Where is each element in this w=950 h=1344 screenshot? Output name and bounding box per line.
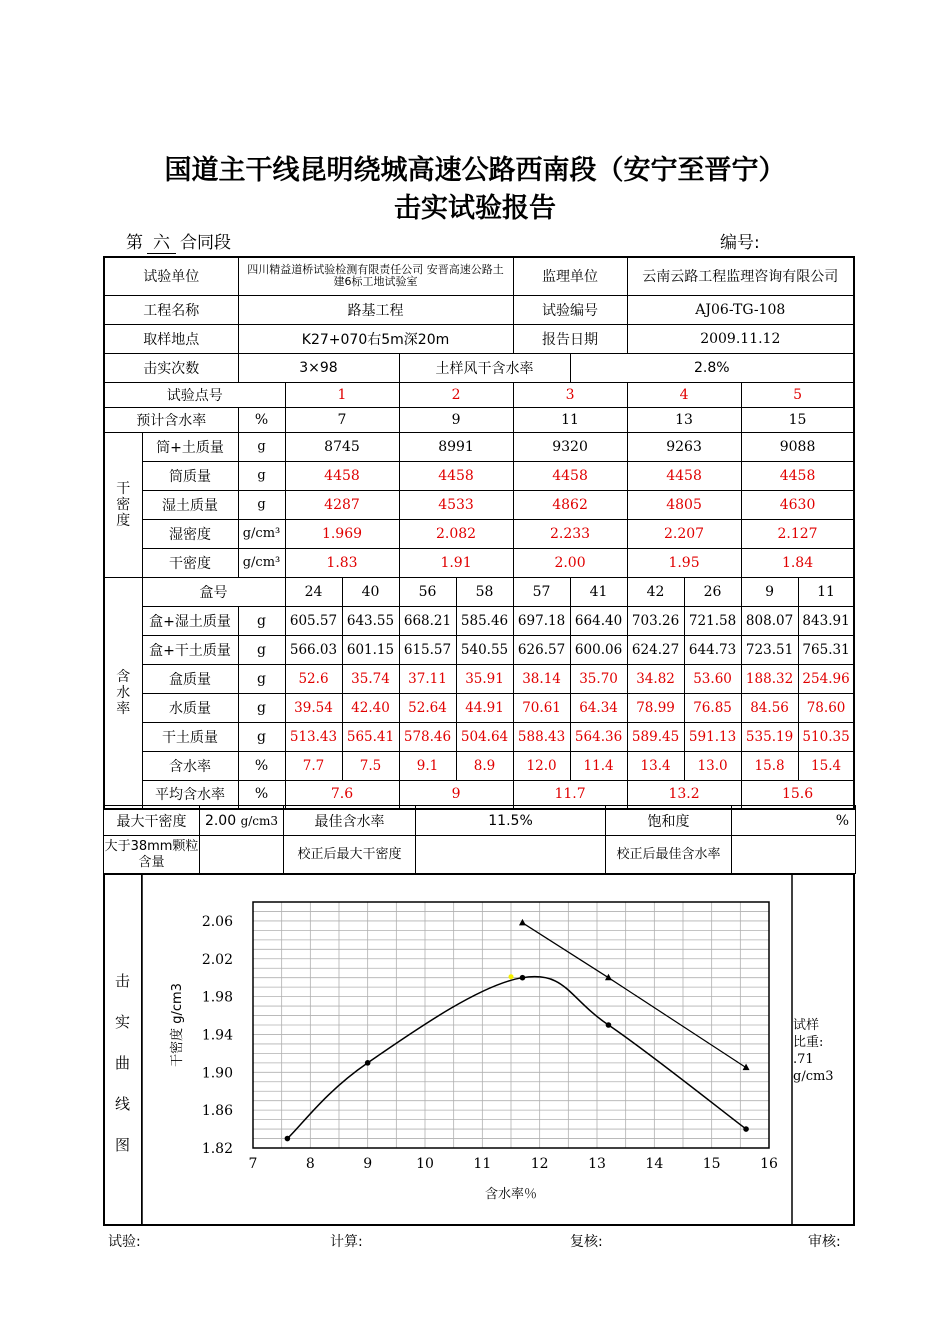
moisture-row-label: 含水率	[142, 751, 238, 780]
summary-table	[103, 805, 856, 874]
compaction-value: 3×98	[238, 353, 399, 382]
main-table	[103, 256, 855, 810]
moisture-cell: 44.91	[456, 693, 513, 722]
footer-review: 复核:	[570, 1234, 603, 1250]
max-density-value: 2.00	[204, 812, 237, 829]
density-cell: 1.969	[285, 519, 399, 548]
opt-moisture-label: 最佳含水率	[284, 806, 416, 836]
density-cell: 2.127	[741, 519, 854, 548]
est-moisture-1: 7	[285, 407, 399, 432]
moisture-cell: 585.46	[456, 606, 513, 635]
point-4: 4	[627, 382, 741, 407]
moisture-cell: 504.64	[456, 722, 513, 751]
corr-density-value	[416, 836, 606, 874]
project-label: 工程名称	[104, 295, 238, 324]
x-tick-label: 11	[473, 1156, 492, 1172]
compaction-point	[365, 1060, 371, 1066]
moisture-cell: 53.60	[684, 664, 741, 693]
density-cell: 4458	[285, 461, 399, 490]
density-row-label: 湿土质量	[142, 490, 238, 519]
density-row-unit: g/cm³	[238, 548, 285, 577]
box-number: 24	[285, 577, 342, 606]
compaction-label: 击实次数	[104, 353, 238, 382]
moisture-cell: 78.60	[798, 693, 854, 722]
density-row-unit: g/cm³	[238, 519, 285, 548]
saturation-point	[605, 974, 612, 981]
density-cell: 1.91	[399, 548, 513, 577]
moisture-cell: 7.5	[342, 751, 399, 780]
density-cell: 1.95	[627, 548, 741, 577]
density-row-label: 筒+土质量	[142, 432, 238, 461]
moisture-cell: 588.43	[513, 722, 570, 751]
box-label: 盒号	[142, 577, 285, 606]
moisture-cell: 843.91	[798, 606, 854, 635]
location-value: K27+070右5m深20m	[238, 324, 513, 353]
test-no-label: 试验编号	[513, 295, 627, 324]
corr-moisture-label: 校正后最佳含水率	[606, 836, 732, 874]
x-tick-label: 10	[416, 1156, 434, 1172]
avg-moisture-cell: 13.2	[627, 780, 741, 809]
moisture-cell: 591.13	[684, 722, 741, 751]
moisture-cell: 600.06	[570, 635, 627, 664]
sg-line-1: 试样	[793, 1018, 820, 1033]
moisture-row-label: 干土质量	[142, 722, 238, 751]
sg-line-2: 比重:	[793, 1035, 824, 1050]
avg-moisture-label: 平均含水率	[142, 780, 238, 809]
box-number: 9	[741, 577, 798, 606]
saturation-unit: %	[732, 806, 856, 836]
density-row-unit: g	[238, 490, 285, 519]
moisture-row-unit: g	[238, 635, 285, 664]
density-row-label: 湿密度	[142, 519, 238, 548]
density-cell: 9320	[513, 432, 627, 461]
moisture-row-unit: g	[238, 606, 285, 635]
compaction-chart	[103, 874, 855, 1226]
avg-moisture-cell: 9	[399, 780, 513, 809]
moisture-cell: 188.32	[741, 664, 798, 693]
est-moisture-3: 11	[513, 407, 627, 432]
density-row-label: 筒质量	[142, 461, 238, 490]
saturation-line	[522, 923, 746, 1068]
moisture-cell: 52.6	[285, 664, 342, 693]
density-cell: 2.00	[513, 548, 627, 577]
y-tick-label: 1.90	[201, 1065, 233, 1082]
x-axis-label: 含水率％	[484, 1187, 538, 1202]
moisture-cell: 76.85	[684, 693, 741, 722]
moisture-cell: 35.91	[456, 664, 513, 693]
y-tick-label: 1.86	[201, 1103, 233, 1120]
saturation-point	[519, 919, 526, 926]
box-number: 40	[342, 577, 399, 606]
y-axis-label: 干密度 g/cm3	[170, 983, 185, 1067]
moisture-cell: 644.73	[684, 635, 741, 664]
moisture-cell: 626.57	[513, 635, 570, 664]
supervisor-label: 监理单位	[513, 257, 627, 295]
section-prefix: 第	[126, 233, 143, 253]
moisture-cell: 13.0	[684, 751, 741, 780]
footer-approve: 审核:	[808, 1234, 841, 1250]
moisture-cell: 565.41	[342, 722, 399, 751]
moisture-row-label: 盒质量	[142, 664, 238, 693]
density-cell: 8991	[399, 432, 513, 461]
y-tick-label: 1.98	[201, 989, 233, 1006]
moisture-cell: 11.4	[570, 751, 627, 780]
corr-density-label: 校正后最大干密度	[284, 836, 416, 874]
est-moisture-2: 9	[399, 407, 513, 432]
compaction-point	[520, 975, 526, 981]
x-tick-label: 7	[248, 1156, 258, 1172]
moisture-cell: 513.43	[285, 722, 342, 751]
x-tick-label: 15	[702, 1156, 721, 1172]
report-date-value: 2009.11.12	[627, 324, 854, 353]
density-cell: 1.84	[741, 548, 854, 577]
moisture-cell: 664.40	[570, 606, 627, 635]
density-cell: 2.233	[513, 519, 627, 548]
air-moisture-value: 2.8%	[570, 353, 854, 382]
moisture-cell: 38.14	[513, 664, 570, 693]
moisture-cell: 35.70	[570, 664, 627, 693]
density-row-unit: g	[238, 461, 285, 490]
moisture-cell: 668.21	[399, 606, 456, 635]
section-number: 六	[147, 228, 176, 254]
moisture-cell: 566.03	[285, 635, 342, 664]
moisture-cell: 78.99	[627, 693, 684, 722]
sg-line-4: g/cm3	[793, 1069, 834, 1084]
avg-moisture-cell: 15.6	[741, 780, 854, 809]
moisture-cell: 42.40	[342, 693, 399, 722]
moisture-cell: 52.64	[399, 693, 456, 722]
moisture-row-unit: g	[238, 693, 285, 722]
est-moisture-unit: %	[238, 407, 285, 432]
avg-moisture-cell: 7.6	[285, 780, 399, 809]
lab-value: 四川精益道桥试验检测有限责任公司 安晋高速公路土建6标工地试验室	[238, 257, 513, 295]
compaction-curve	[287, 977, 746, 1139]
point-label: 试验点号	[104, 382, 285, 407]
box-number: 57	[513, 577, 570, 606]
moisture-cell: 15.8	[741, 751, 798, 780]
moisture-row-unit: g	[238, 664, 285, 693]
est-moisture-5: 15	[741, 407, 854, 432]
moisture-cell: 13.4	[627, 751, 684, 780]
specific-gravity-note	[793, 1017, 834, 1085]
y-tick-label: 2.06	[201, 913, 233, 930]
density-cell: 9088	[741, 432, 854, 461]
air-moisture-label: 土样风干含水率	[399, 353, 570, 382]
density-cell: 4458	[513, 461, 627, 490]
x-tick-label: 14	[645, 1156, 664, 1172]
moisture-cell: 15.4	[798, 751, 854, 780]
chart-section-label: 击实曲线图	[115, 972, 131, 1154]
x-tick-label: 13	[588, 1156, 606, 1172]
max-density-cell	[200, 806, 284, 836]
density-cell: 4533	[399, 490, 513, 519]
moisture-cell: 589.45	[627, 722, 684, 751]
lab-label: 试验单位	[104, 257, 238, 295]
est-moisture-label: 预计含水率	[104, 407, 238, 432]
compaction-point	[285, 1136, 291, 1142]
moisture-cell: 64.34	[570, 693, 627, 722]
corr-moisture-value	[732, 836, 856, 874]
report-subtitle: 击实试验报告	[394, 193, 556, 224]
footer-calc: 计算:	[330, 1234, 363, 1250]
density-row-unit: g	[238, 432, 285, 461]
y-tick-label: 2.02	[201, 951, 233, 968]
avg-moisture-unit: %	[238, 780, 285, 809]
moisture-cell: 703.26	[627, 606, 684, 635]
density-cell: 4458	[627, 461, 741, 490]
opt-moisture-value: 11.5%	[416, 806, 606, 836]
moisture-row-label: 盒+干土质量	[142, 635, 238, 664]
section-suffix: 合同段	[180, 233, 231, 253]
coarse-value	[200, 836, 284, 874]
compaction-point	[743, 1126, 749, 1132]
test-no-value: AJ06-TG-108	[627, 295, 854, 324]
moisture-cell: 8.9	[456, 751, 513, 780]
sg-line-3: .71	[793, 1052, 814, 1067]
moisture-cell: 84.56	[741, 693, 798, 722]
moisture-cell: 564.36	[570, 722, 627, 751]
saturation-label: 饱和度	[606, 806, 732, 836]
moisture-cell: 601.15	[342, 635, 399, 664]
moisture-cell: 643.55	[342, 606, 399, 635]
moisture-cell: 697.18	[513, 606, 570, 635]
peak-marker	[509, 974, 514, 979]
location-label: 取样地点	[104, 324, 238, 353]
moisture-cell: 37.11	[399, 664, 456, 693]
x-tick-label: 8	[305, 1156, 315, 1172]
moisture-row-unit: g	[238, 722, 285, 751]
moisture-cell: 535.19	[741, 722, 798, 751]
moisture-cell: 70.61	[513, 693, 570, 722]
saturation-point	[743, 1064, 750, 1071]
moisture-row-label: 水质量	[142, 693, 238, 722]
x-tick-label: 12	[530, 1156, 549, 1172]
x-tick-label: 9	[363, 1156, 373, 1172]
density-cell: 4458	[741, 461, 854, 490]
moisture-cell: 605.57	[285, 606, 342, 635]
contract-section	[126, 228, 231, 254]
density-cell: 9263	[627, 432, 741, 461]
y-tick-label: 1.94	[201, 1027, 233, 1044]
avg-moisture-cell: 11.7	[513, 780, 627, 809]
density-group-label: 干 密 度	[104, 432, 142, 577]
point-5: 5	[741, 382, 854, 407]
density-cell: 2.082	[399, 519, 513, 548]
box-number: 42	[627, 577, 684, 606]
density-cell: 1.83	[285, 548, 399, 577]
box-number: 56	[399, 577, 456, 606]
density-cell: 2.207	[627, 519, 741, 548]
x-tick-label: 16	[760, 1156, 778, 1172]
report-title: 国道主干线昆明绕城高速公路西南段（安宁至晋宁）	[164, 155, 786, 186]
coarse-label: 大于38mm颗粒含量	[104, 836, 200, 874]
report-date-label: 报告日期	[513, 324, 627, 353]
max-density-unit: g/cm3	[240, 813, 279, 828]
box-number: 58	[456, 577, 513, 606]
point-3: 3	[513, 382, 627, 407]
density-cell: 4287	[285, 490, 399, 519]
moisture-cell: 578.46	[399, 722, 456, 751]
point-2: 2	[399, 382, 513, 407]
moisture-cell: 808.07	[741, 606, 798, 635]
density-cell: 4458	[399, 461, 513, 490]
point-1: 1	[285, 382, 399, 407]
footer-test: 试验:	[108, 1234, 141, 1250]
moisture-row-label: 盒+湿土质量	[142, 606, 238, 635]
box-number: 11	[798, 577, 854, 606]
moisture-cell: 540.55	[456, 635, 513, 664]
moisture-cell: 510.35	[798, 722, 854, 751]
chart-section	[103, 874, 855, 1226]
moisture-group-label: 含 水 率	[104, 577, 142, 809]
moisture-cell: 254.96	[798, 664, 854, 693]
density-row-label: 干密度	[142, 548, 238, 577]
project-value: 路基工程	[238, 295, 513, 324]
moisture-row-unit: %	[238, 751, 285, 780]
box-number: 41	[570, 577, 627, 606]
box-number: 26	[684, 577, 741, 606]
moisture-cell: 615.57	[399, 635, 456, 664]
est-moisture-4: 13	[627, 407, 741, 432]
max-density-label: 最大干密度	[104, 806, 200, 836]
moisture-cell: 39.54	[285, 693, 342, 722]
supervisor-value: 云南云路工程监理咨询有限公司	[627, 257, 854, 295]
moisture-cell: 35.74	[342, 664, 399, 693]
density-cell: 8745	[285, 432, 399, 461]
compaction-point	[606, 1022, 612, 1028]
moisture-cell: 721.58	[684, 606, 741, 635]
moisture-cell: 723.51	[741, 635, 798, 664]
moisture-cell: 765.31	[798, 635, 854, 664]
density-cell: 4805	[627, 490, 741, 519]
moisture-cell: 12.0	[513, 751, 570, 780]
moisture-cell: 624.27	[627, 635, 684, 664]
moisture-cell: 7.7	[285, 751, 342, 780]
code-label: 编号:	[720, 233, 760, 253]
moisture-cell: 9.1	[399, 751, 456, 780]
density-cell: 4630	[741, 490, 854, 519]
density-cell: 4862	[513, 490, 627, 519]
y-tick-label: 1.82	[201, 1141, 233, 1157]
moisture-cell: 34.82	[627, 664, 684, 693]
chart-frame	[142, 874, 792, 1226]
